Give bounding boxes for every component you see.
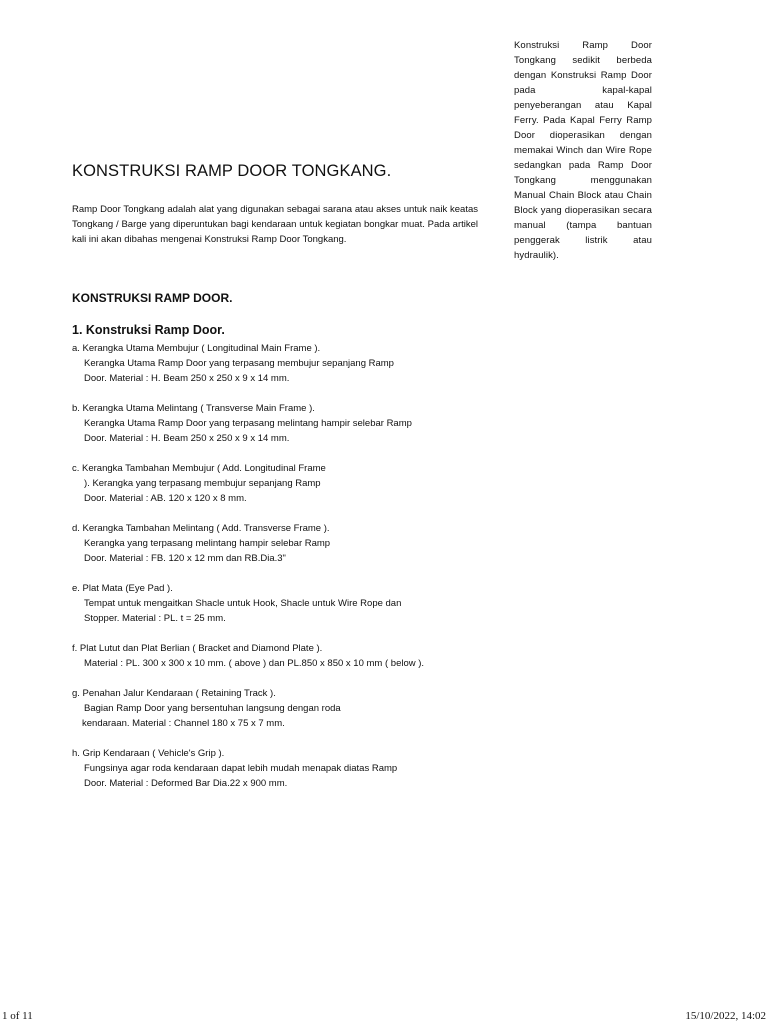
item-title: h. Grip Kendaraan ( Vehicle's Grip ). — [72, 748, 225, 759]
item-material: Door. Material : H. Beam 250 x 250 x 9 x 14 mm. — [84, 373, 290, 384]
list-item — [72, 461, 362, 506]
list-item — [72, 341, 394, 386]
item-material: Door. Material : Deformed Bar Dia.22 x 900 mm. — [84, 778, 288, 789]
item-material: Stopper. Material : PL. t = 25 mm. — [84, 613, 226, 624]
subsection-heading: 1. Konstruksi Ramp Door. — [72, 323, 225, 337]
print-timestamp: 15/10/2022, 14:02 — [685, 1010, 766, 1022]
item-material: Door. Material : H. Beam 250 x 250 x 9 x 14 mm. — [84, 433, 290, 444]
item-material: Door. Material : AB. 120 x 120 x 8 mm. — [84, 493, 247, 504]
list-item — [72, 746, 397, 791]
list-item — [72, 401, 412, 446]
item-title: b. Kerangka Utama Melintang ( Transverse Main Frame ). — [72, 403, 315, 414]
item-title: g. Penahan Jalur Kendaraan ( Retaining Track ). — [72, 688, 276, 699]
item-title: c. Kerangka Tambahan Membujur ( Add. Longitudinal Frame — [72, 463, 326, 474]
page-number: 1 of 11 — [2, 1010, 33, 1022]
item-title: a. Kerangka Utama Membujur ( Longitudinal Main Frame ). — [72, 343, 321, 354]
list-item — [72, 521, 330, 566]
item-title: e. Plat Mata (Eye Pad ). — [72, 583, 173, 594]
list-item — [72, 581, 401, 626]
item-description: Fungsinya agar roda kendaraan dapat lebih mudah menapak diatas Ramp — [84, 763, 398, 774]
item-description: Kerangka Utama Ramp Door yang terpasang membujur sepanjang Ramp — [84, 358, 394, 369]
item-material: Material : PL. 300 x 300 x 10 mm. ( above ) dan PL.850 x 850 x 10 mm ( below ). — [84, 658, 425, 669]
item-description: Bagian Ramp Door yang bersentuhan langsung dengan roda — [84, 703, 341, 714]
list-item — [72, 686, 341, 731]
item-title: d. Kerangka Tambahan Melintang ( Add. Transverse Frame ). — [72, 523, 330, 534]
item-material: kendaraan. Material : Channel 180 x 75 x 7 mm. — [82, 718, 285, 729]
item-description: Tempat untuk mengaitkan Shacle untuk Hook, Shacle untuk Wire Rope dan — [84, 598, 402, 609]
item-material: Door. Material : FB. 120 x 12 mm dan RB.Dia.3" — [84, 553, 286, 564]
item-description: ). Kerangka yang terpasang membujur sepanjang Ramp — [84, 478, 321, 489]
sidebar-note: Konstruksi Ramp Door Tongkang sedikit berbeda dengan Konstruksi Ramp Door pada kapal-kapal penyeberangan atau Kapal Ferry. Pada Kapal Ferry Ramp Door dioperasikan dengan memakai Winch dan Wire Rope sedangkan pada Ramp Door Tongkang menggunakan Manual Chain Block atau Chain Block yang dioperasikan secara manual (tampa bantuan penggerak listrik atau hydraulik). — [514, 40, 652, 261]
item-title: f. Plat Lutut dan Plat Berlian ( Bracket and Diamond Plate ). — [72, 643, 323, 654]
section-heading: KONSTRUKSI RAMP DOOR. — [72, 291, 233, 305]
page-title: KONSTRUKSI RAMP DOOR TONGKANG. — [72, 162, 392, 180]
item-description: Kerangka yang terpasang melintang hampir selebar Ramp — [84, 538, 331, 549]
item-description: Kerangka Utama Ramp Door yang terpasang melintang hampir selebar Ramp — [84, 418, 412, 429]
intro-paragraph: Ramp Door Tongkang adalah alat yang digunakan sebagai sarana atau akses untuk naik keatas Tongkang / Barge yang diperuntukan bagi kendaraan untuk kegiatan bongkar muat. Pada artikel kali ini akan dibahas mengenai Konstruksi Ramp Door Tongkang. — [72, 204, 478, 245]
list-item — [72, 641, 424, 671]
